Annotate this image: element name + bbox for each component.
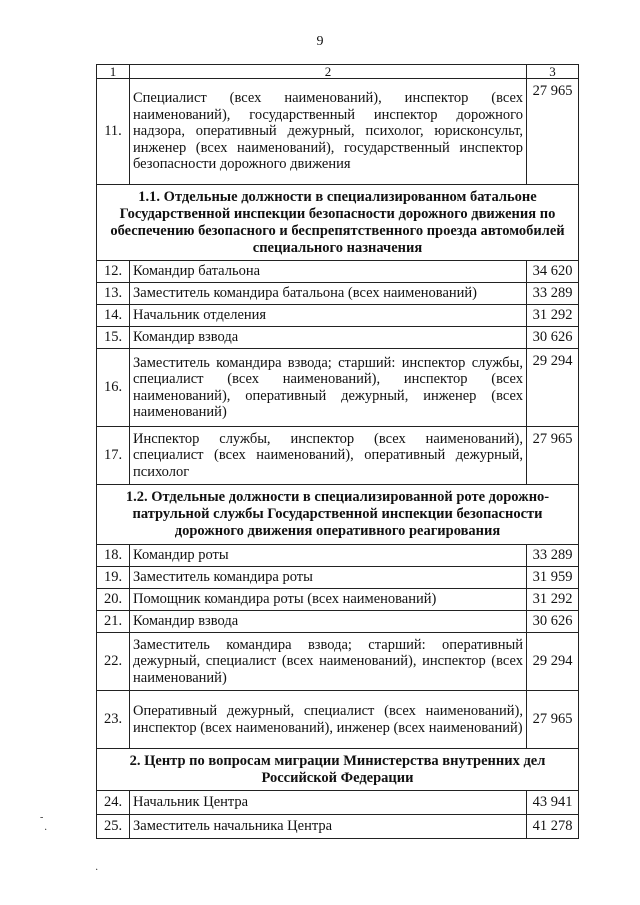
row-description: Командир роты	[130, 545, 527, 567]
section-header-row	[97, 185, 579, 261]
row-description: Начальник отделения	[130, 305, 527, 327]
row-description: Оперативный дежурный, специалист (всех наименований), инспектор (всех наименований), инженер (всех наименований)	[130, 691, 527, 749]
row-number: 19.	[97, 567, 130, 589]
table-row	[97, 349, 579, 427]
salary-table	[96, 64, 579, 839]
section-header-row	[97, 485, 579, 545]
row-number: 15.	[97, 327, 130, 349]
row-number: 17.	[97, 427, 130, 485]
header-cell: 2	[130, 65, 527, 79]
row-value: 41 278	[527, 815, 579, 839]
row-value: 30 626	[527, 611, 579, 633]
table-row	[97, 305, 579, 327]
table-row	[97, 427, 579, 485]
row-description: Заместитель командира взвода; старший: инспектор службы, специалист (всех наименований), инспектор (всех наименований), оперативный дежурный, инженер (всех наименований)	[130, 349, 527, 427]
row-value: 27 965	[527, 427, 579, 485]
row-description: Заместитель командира батальона (всех наименований)	[130, 283, 527, 305]
row-number: 13.	[97, 283, 130, 305]
table-row	[97, 589, 579, 611]
row-description: Начальник Центра	[130, 791, 527, 815]
row-description: Инспектор службы, инспектор (всех наименований), специалист (всех наименований), оперативный дежурный, психолог	[130, 427, 527, 485]
table-row	[97, 791, 579, 815]
row-number: 18.	[97, 545, 130, 567]
row-description: Специалист (всех наименований), инспектор (всех наименований), государственный инспектор дорожного надзора, оперативный дежурный, психолог, юрисконсульт, инженер (всех наименований), государственный инспектор безопасности дорожного движения	[130, 79, 527, 185]
row-value: 31 292	[527, 305, 579, 327]
section-title: 2. Центр по вопросам миграции Министерства внутренних дел Российской Федерации	[97, 749, 579, 791]
page-number: 9	[316, 34, 324, 49]
row-value: 31 959	[527, 567, 579, 589]
row-value: 33 289	[527, 545, 579, 567]
table-row	[97, 691, 579, 749]
row-number: 23.	[97, 691, 130, 749]
row-number: 16.	[97, 349, 130, 427]
scan-mark: ․	[95, 862, 99, 873]
row-number: 11.	[97, 79, 130, 185]
table-row	[97, 261, 579, 283]
row-value: 30 626	[527, 327, 579, 349]
row-description: Командир взвода	[130, 327, 527, 349]
table-row	[97, 545, 579, 567]
table-row	[97, 283, 579, 305]
row-description: Командир батальона	[130, 261, 527, 283]
row-description: Командир взвода	[130, 611, 527, 633]
table-header-row	[97, 65, 579, 79]
row-number: 25.	[97, 815, 130, 839]
header-cell: 1	[97, 65, 130, 79]
row-number: 22.	[97, 633, 130, 691]
row-value: 31 292	[527, 589, 579, 611]
scan-mark: ‐	[40, 812, 44, 823]
row-description: Заместитель командира роты	[130, 567, 527, 589]
row-value: 27 965	[527, 691, 579, 749]
row-value: 29 294	[527, 349, 579, 427]
table-row	[97, 327, 579, 349]
row-value: 33 289	[527, 283, 579, 305]
row-description: Заместитель командира взвода; старший: оперативный дежурный, специалист (всех наименований), инспектор (всех наименований)	[130, 633, 527, 691]
row-description: Помощник командира роты (всех наименований)	[130, 589, 527, 611]
section-header-row	[97, 749, 579, 791]
table-row	[97, 815, 579, 839]
table-row	[97, 611, 579, 633]
table-row	[97, 79, 579, 185]
row-value: 34 620	[527, 261, 579, 283]
scan-mark: ․	[44, 822, 48, 833]
row-number: 20.	[97, 589, 130, 611]
row-number: 21.	[97, 611, 130, 633]
row-number: 12.	[97, 261, 130, 283]
section-title: 1.2. Отдельные должности в специализированной роте дорожно-патрульной службы Государственной инспекции безопасности дорожного движения оперативного реагирования	[97, 485, 579, 545]
row-number: 14.	[97, 305, 130, 327]
row-value: 43 941	[527, 791, 579, 815]
header-cell: 3	[527, 65, 579, 79]
table-row	[97, 633, 579, 691]
table-row	[97, 567, 579, 589]
row-description: Заместитель начальника Центра	[130, 815, 527, 839]
row-number: 24.	[97, 791, 130, 815]
row-value: 27 965	[527, 79, 579, 185]
section-title: 1.1. Отдельные должности в специализированном батальоне Государственной инспекции безопасности дорожного движения по обеспечению безопасного и беспрепятственного проезда автомобилей специального назначения	[97, 185, 579, 261]
row-value: 29 294	[527, 633, 579, 691]
